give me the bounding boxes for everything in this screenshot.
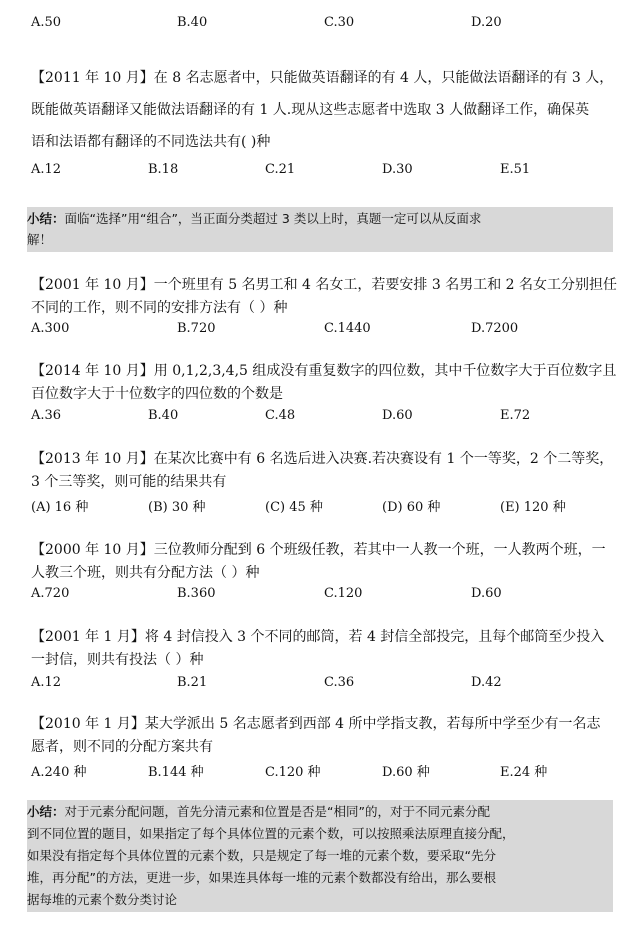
question-2000-10 <box>31 539 615 585</box>
option-b: B.40 <box>177 15 208 30</box>
summary-line: 小结：对于元素分配问题，首先分清元素和位置是否是“相同”的，对于不同元素分配 <box>27 804 490 819</box>
summary-box-1 <box>27 207 613 252</box>
option-a: A.240 种 <box>31 765 87 780</box>
question-2011-10 <box>31 62 615 158</box>
question-line: 一封信，则共有投法（ ）种 <box>31 652 204 668</box>
question-line: 【2001 年 1 月】将 4 封信投入 3 个不同的邮筒，若 4 封信全部投完，且每个邮筒至少投入 <box>31 629 605 645</box>
question-line: 【2010 年 1 月】某大学派出 5 名志愿者到西部 4 所中学指支教，若每所中学至少有一名志 <box>31 716 601 732</box>
option-c: C.120 种 <box>265 765 321 780</box>
option-d: D.30 <box>382 162 413 177</box>
option-d: D.42 <box>471 675 502 690</box>
option-b: B.720 <box>177 321 216 336</box>
question-2001-1 <box>31 626 615 672</box>
option-a: A.300 <box>31 321 70 336</box>
option-a: A.36 <box>31 408 62 423</box>
summary-label: 小结： <box>27 804 65 819</box>
summary-box-2 <box>27 800 613 912</box>
summary-line: 如果没有指定每个具体位置的元素个数，只是规定了每一堆的元素个数，要采取“先分 <box>27 848 496 863</box>
option-c: C.36 <box>324 675 355 690</box>
option-c: C.120 <box>324 586 363 601</box>
option-e: E.24 种 <box>500 765 548 780</box>
question-line: 不同的工作，则不同的安排方法有（ ）种 <box>31 300 288 316</box>
option-c: C.21 <box>265 162 296 177</box>
option-b: B.18 <box>148 162 179 177</box>
option-a: A.720 <box>31 586 70 601</box>
question-2013-10 <box>31 448 615 494</box>
option-d: D.20 <box>471 15 502 30</box>
option-e: (E) 120 种 <box>500 500 566 515</box>
option-e: E.72 <box>500 408 531 423</box>
option-d: D.7200 <box>471 321 519 336</box>
option-e: E.51 <box>500 162 531 177</box>
summary-line: 堆，再分配”的方法，更进一步，如果连具体每一堆的元素个数都没有给出，那么要根 <box>27 870 496 885</box>
question-line: 人教三个班，则共有分配方法（ ）种 <box>31 565 260 581</box>
summary-line: 小结：面临“选择”用“组合”，当正面分类超过 3 类以上时，真题一定可以从反面求 <box>27 211 482 226</box>
option-a: (A) 16 种 <box>31 500 89 515</box>
question-line: 【2013 年 10 月】在某次比赛中有 6 名选后进入决赛.若决赛设有 1 个一等奖，2 个二等奖， <box>31 451 614 467</box>
option-a: A.50 <box>31 15 62 30</box>
option-d: D.60 种 <box>382 765 430 780</box>
option-b: B.360 <box>177 586 216 601</box>
question-2014-10 <box>31 360 615 406</box>
summary-label: 小结： <box>27 211 65 226</box>
question-2010-1 <box>31 713 615 759</box>
question-line: 【2001 年 10 月】一个班里有 5 名男工和 4 名女工，若要安排 3 名男工和 2 名女工分别担任 <box>31 277 618 293</box>
summary-line: 据每堆的元素个数分类讨论 <box>27 892 178 907</box>
option-a: A.12 <box>31 675 62 690</box>
summary-line: 到不同位置的题目，如果指定了每个具体位置的元素个数，可以按照乘法原理直接分配， <box>27 826 515 841</box>
option-c: (C) 45 种 <box>265 500 323 515</box>
option-d: (D) 60 种 <box>382 500 441 515</box>
option-b: (B) 30 种 <box>148 500 206 515</box>
option-b: B.40 <box>148 408 179 423</box>
question-line: 【2000 年 10 月】三位教师分配到 6 个班级任教，若其中一人教一个班，一人教两个班，一 <box>31 542 606 558</box>
question-line: 3 个三等奖，则可能的结果共有 <box>31 474 227 490</box>
option-c: C.1440 <box>324 321 371 336</box>
summary-line: 解！ <box>27 232 53 247</box>
question-line: 【2011 年 10 月】在 8 名志愿者中，只能做英语翻译的有 4 人，只能做法语翻译的有 3 人， <box>31 70 614 86</box>
option-d: D.60 <box>471 586 502 601</box>
option-c: C.30 <box>324 15 355 30</box>
option-d: D.60 <box>382 408 413 423</box>
question-2001-10 <box>31 274 618 320</box>
question-line: 既能做英语翻译又能做法语翻译的有 1 人.现从这些志愿者中选取 3 人做翻译工作，确保英 <box>31 102 590 118</box>
option-c: C.48 <box>265 408 296 423</box>
option-b: B.144 种 <box>148 765 204 780</box>
option-a: A.12 <box>31 162 62 177</box>
question-line: 语和法语都有翻译的不同选法共有( )种 <box>31 134 271 150</box>
question-line: 【2014 年 10 月】用 0,1,2,3,4,5 组成没有重复数字的四位数，其中千位数字大于百位数字且 <box>31 363 617 379</box>
question-line: 百位数字大于十位数字的四位数的个数是 <box>31 386 283 402</box>
question-line: 愿者，则不同的分配方案共有 <box>31 739 213 755</box>
option-b: B.21 <box>177 675 208 690</box>
